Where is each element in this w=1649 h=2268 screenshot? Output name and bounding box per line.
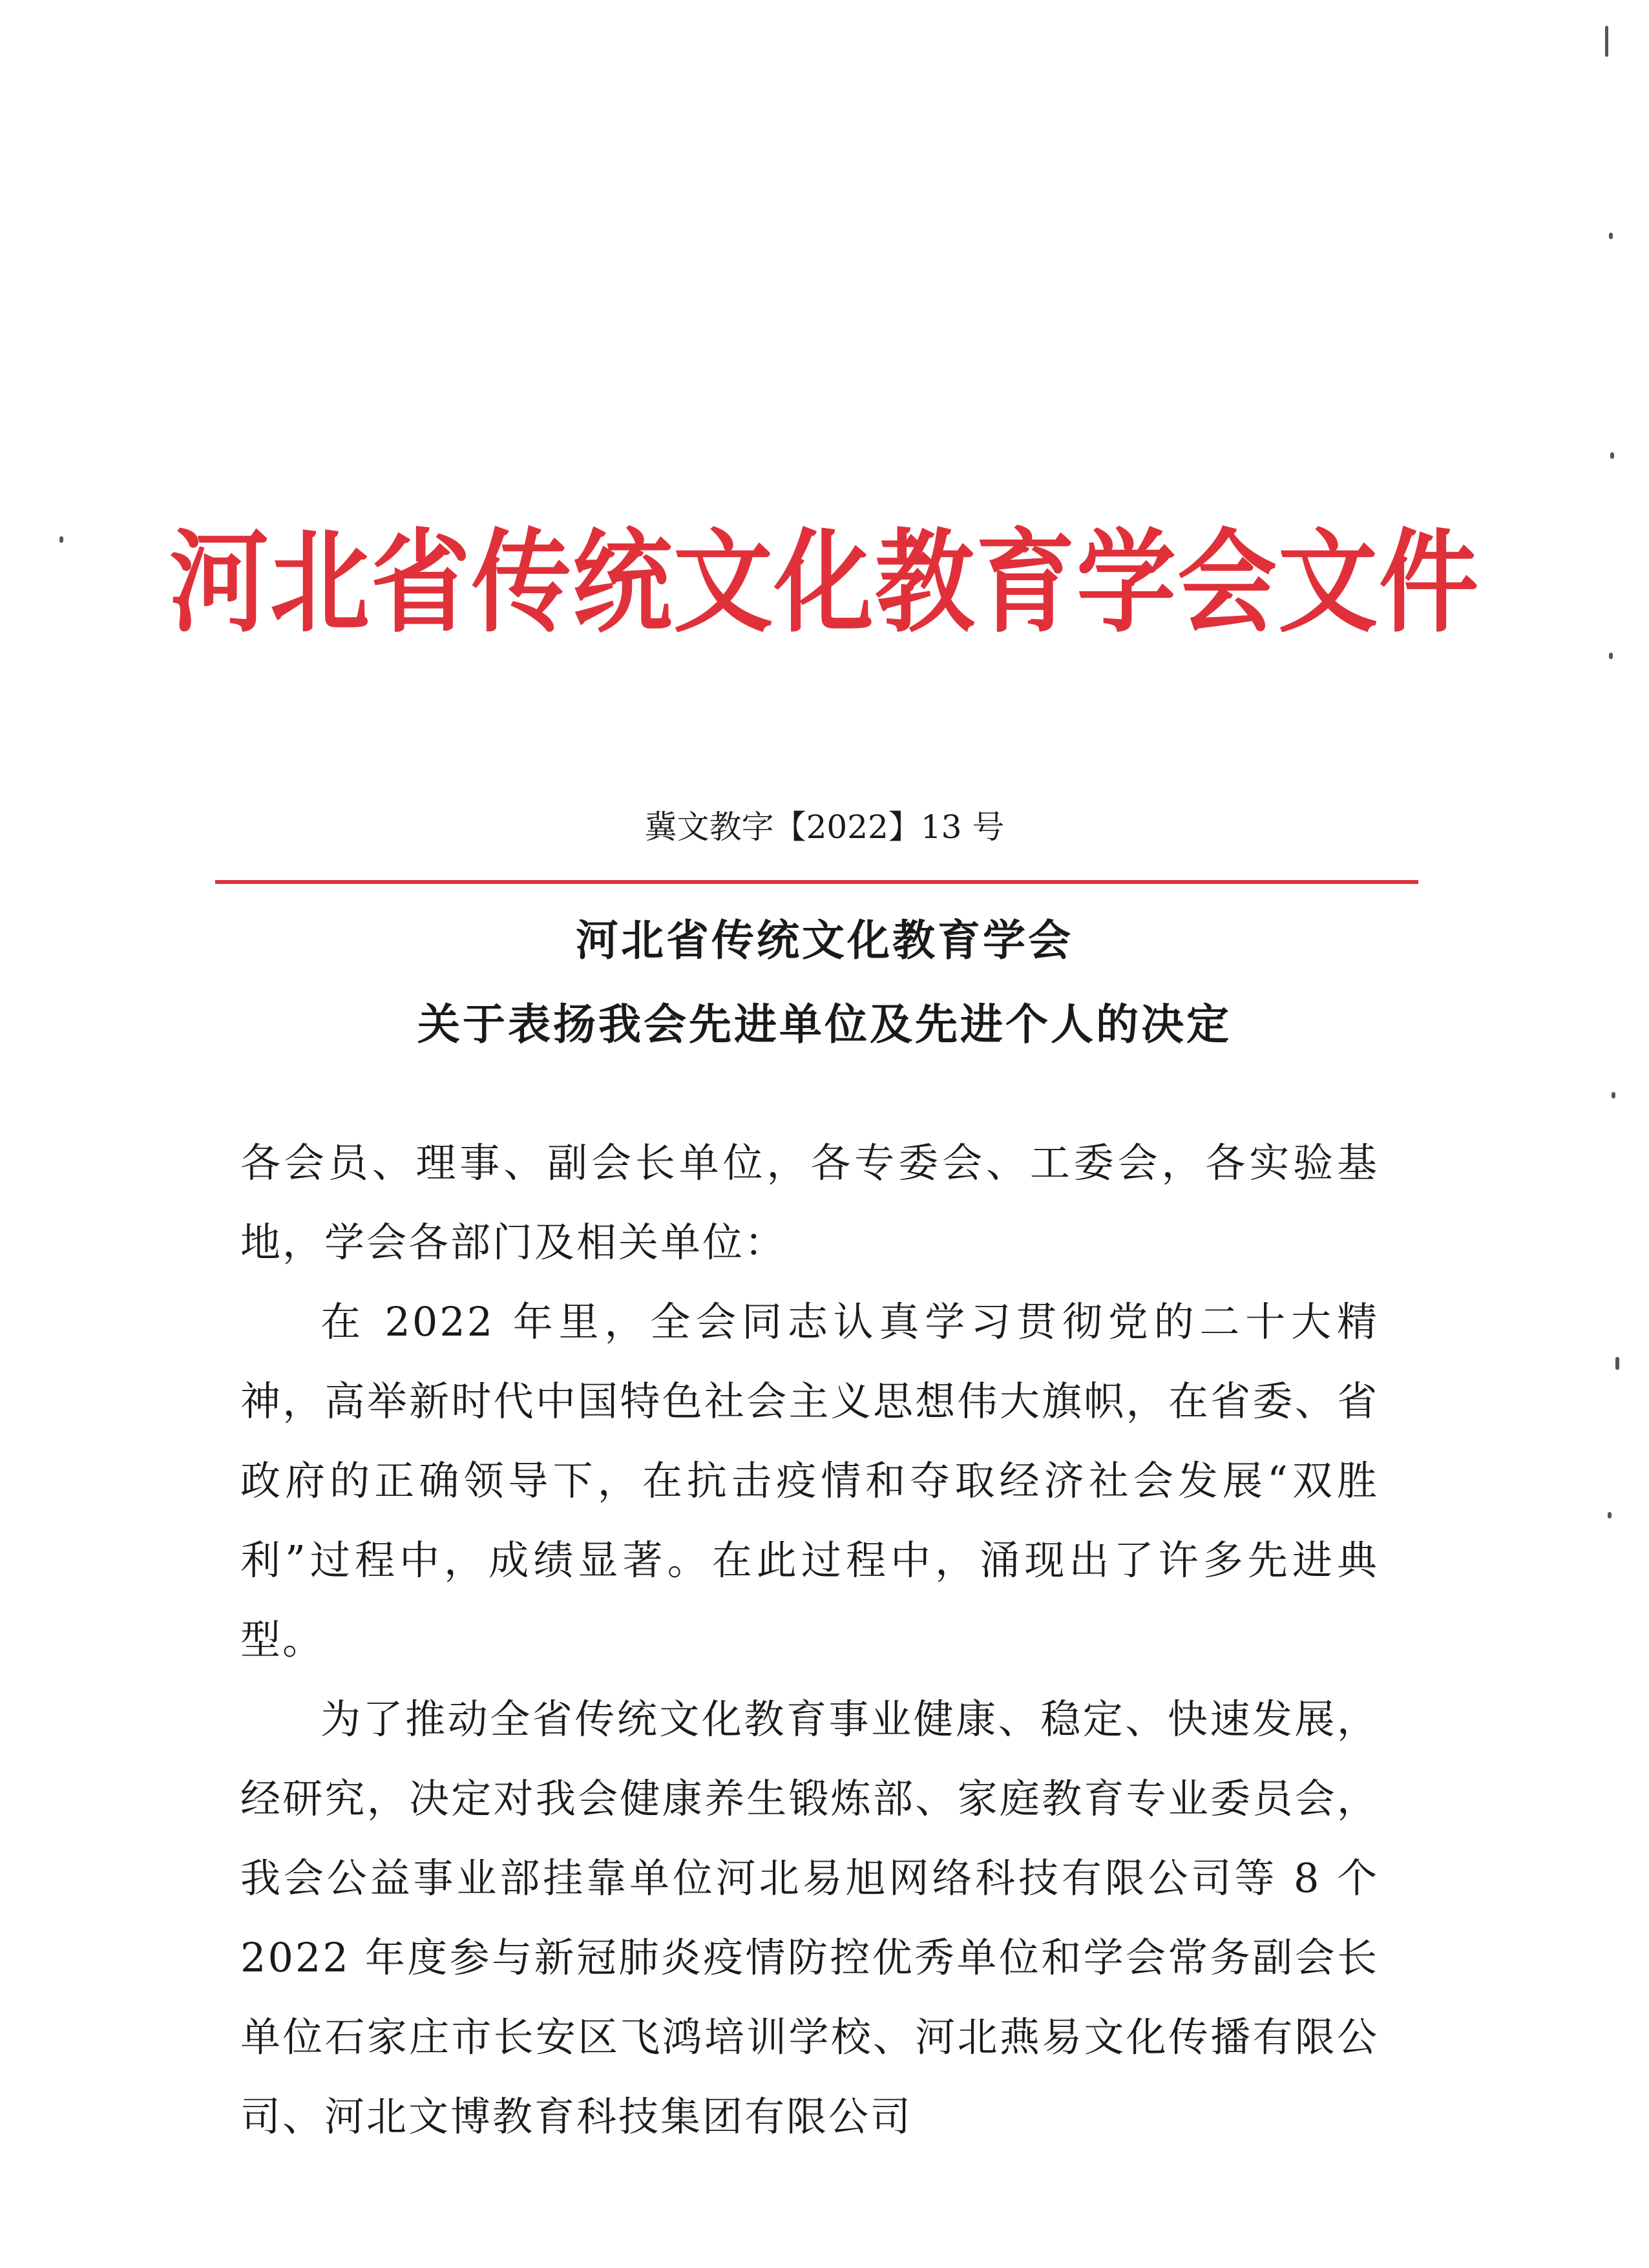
scan-speck: [1609, 653, 1613, 659]
salutation: 各会员、理事、副会长单位，各专委会、工委会，各实验基地，学会各部门及相关单位：: [240, 1139, 1379, 1266]
scan-speck: [1609, 233, 1613, 239]
scan-speck: [59, 536, 63, 543]
scan-speck: [1615, 1357, 1619, 1370]
document-body: [240, 1123, 1379, 2156]
body-paragraph-2: 为了推动全省传统文化教育事业健康、稳定、快速发展，经研究，决定对我会健康养生锻炼部、家庭教育专业委员会，我会公益事业部挂靠单位河北易旭网络科技有限公司等 8 个 2022 年度参与新冠肺炎疫情防控优秀单位和学会常务副会长单位石家庄市长安区飞鸿培训学校、河北燕易文化传播有限公司、河北文博教育科技集团有限公司: [240, 1696, 1379, 2140]
document-title-line-1: 河北省传统文化教育学会: [576, 915, 1073, 965]
masthead-title: 河北省传统文化教育学会文件: [169, 517, 1480, 648]
document-title-line-2: 关于表扬我会先进单位及先进个人的决定: [417, 999, 1232, 1049]
scan-speck: [1608, 1512, 1612, 1518]
body-paragraph-1: 在 2022 年里，全会同志认真学习贯彻党的二十大精神，高举新时代中国特色社会主义思想伟大旗帜，在省委、省政府的正确领导下，在抗击疫情和夺取经济社会发展“双胜利”过程中，成绩显著。在此过程中，涌现出了许多先进典型。: [240, 1298, 1379, 1663]
red-divider-rule: [215, 880, 1418, 884]
document-number: 冀文教字【2022】13 号: [644, 808, 1005, 846]
scan-speck: [1605, 26, 1608, 57]
scan-speck: [1610, 452, 1614, 459]
scan-speck: [1612, 1092, 1615, 1098]
